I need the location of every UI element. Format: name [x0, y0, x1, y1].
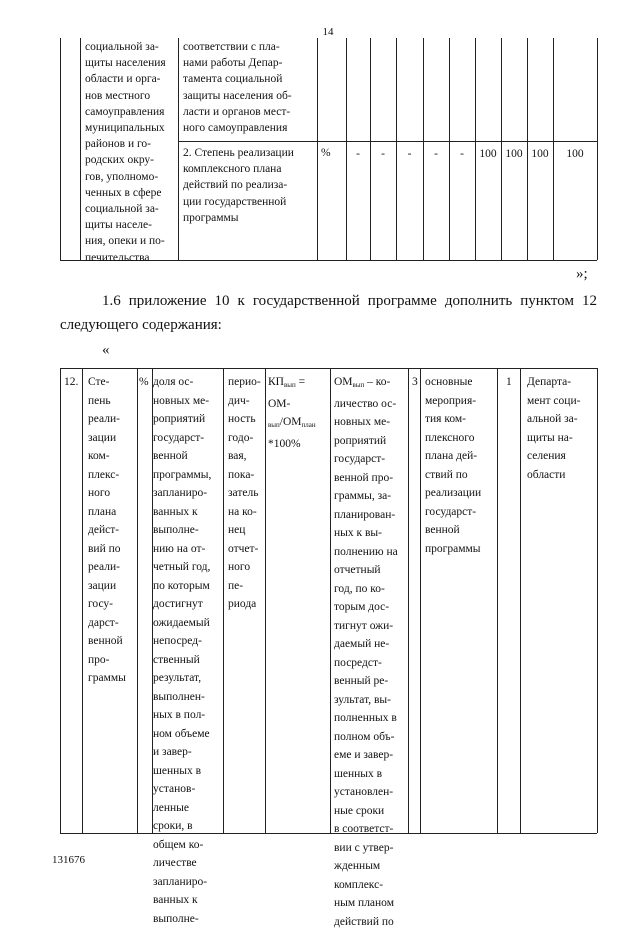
- opening-quote: «: [102, 340, 110, 360]
- indicator-name: Сте- пень реали- зации ком- плекс- ного плана дейст- вий по реали- зации госу- дарст- венной про- граммы: [88, 373, 136, 688]
- indicator-2-unit: %: [321, 145, 345, 161]
- amendment-paragraph-line-2: следующего содержания:: [60, 315, 222, 335]
- table-border: [420, 368, 421, 833]
- closing-quote: »;: [576, 264, 588, 284]
- page-number: 14: [316, 26, 340, 38]
- indicator-2-value: -: [423, 146, 449, 162]
- variable-first-line: – ко-: [364, 376, 390, 388]
- amendment-paragraph-line-1: 1.6 приложение 10 к государственной программе дополнить пунктом 12: [102, 291, 597, 311]
- variable-text: личество ос- новных ме- роприятий государст- венной про- граммы, за- планирован- ных к вы- полнению на отчетный год, по ко- торым дос- тигнут ожи- даемый не- посредст- венный ре- зультат, вы- полненных в полном объ- еме и завер- шенных в установлен- ные сроки в соответст- вии с утвер- жденным комплекс- ным планом действий по: [334, 395, 407, 931]
- table-border: [80, 38, 81, 260]
- indicator-2-value: 100: [475, 146, 501, 162]
- table-border: [60, 368, 597, 369]
- formula-lhs: КП: [268, 376, 284, 388]
- formula-subscript: план: [302, 421, 316, 429]
- formula-tail: *100%: [268, 435, 330, 454]
- formula-subscript: вып: [284, 381, 296, 389]
- variable-definition: [334, 373, 407, 931]
- responsible-body: Департа- мент соци- альной за- щиты на- селения области: [527, 373, 597, 484]
- data-source: основные мероприя- тия ком- плексного плана дей- ствий по реализации государст- венной программы: [425, 373, 497, 558]
- indicator-2-value: -: [396, 146, 423, 162]
- calculation-formula: [268, 373, 330, 453]
- method-code: 1: [506, 373, 512, 392]
- formula-divisor: /ОМ: [280, 416, 302, 428]
- variable-name: ОМ: [334, 376, 353, 388]
- indicator-2-value: 100: [527, 146, 553, 162]
- indicator-2-value: 100: [501, 146, 527, 162]
- table-border: [60, 368, 61, 833]
- table-border: [597, 38, 598, 260]
- table-border: [330, 368, 331, 833]
- data-source-code: 3: [412, 373, 418, 392]
- table-border: [137, 368, 138, 833]
- table-border: [223, 368, 224, 833]
- indicator-definition: доля ос- новных ме- роприятий государст- венной программы, запланиро- ванных к выполне- нию на от- четный год, по которым достигнут ожидаемый непосред- ственный результат, выполнен- ных в пол- ном объеме и завер- шенных в установ- ленные сроки, в общем ко- личестве запланиро- ванных к выполне-: [153, 373, 223, 928]
- table-border: [60, 833, 597, 834]
- indicator-2-value: 100: [553, 146, 597, 162]
- indicator-periodicity: перио- дич- ность годо- вая, пока- затель на ко- нец отчет- ного пе- риода: [228, 373, 265, 614]
- table-border: [178, 141, 597, 142]
- indicator-unit: %: [139, 373, 149, 392]
- item-number: 12.: [64, 373, 78, 392]
- table-border: [60, 38, 61, 260]
- table-border: [597, 368, 598, 833]
- table-border: [520, 368, 521, 833]
- table-border: [178, 38, 179, 260]
- table-border: [408, 368, 409, 833]
- table-border: [265, 368, 266, 833]
- document-code: 131676: [52, 854, 85, 866]
- indicator-2-value: -: [346, 146, 370, 162]
- indicator-2-value: -: [449, 146, 475, 162]
- table-border: [497, 368, 498, 833]
- formula-equals: =: [296, 376, 305, 388]
- variable-subscript: вып: [353, 381, 365, 389]
- agency-cell: социальной за- щиты населения области и орга- нов местного самоуправления муниципальных районов и го- родских окру- гов, уполномо- ченных в сфере социальной за- щиты населе- ния, опеки и по- печительства: [85, 39, 177, 266]
- indicator-2-value: -: [370, 146, 396, 162]
- indicator-1-text: соответствии с пла- нами работы Депар- тамента социальной защиты населения об- ласти и органов мест- ного самоуправления: [183, 39, 316, 136]
- indicator-2-name: 2. Степень реализации комплексного плана действий по реализа- ции государственной программы: [183, 145, 316, 226]
- formula-subscript: вып: [268, 421, 280, 429]
- table-border: [317, 38, 318, 260]
- formula-om: ОМ-: [268, 395, 330, 414]
- table-border: [82, 368, 83, 833]
